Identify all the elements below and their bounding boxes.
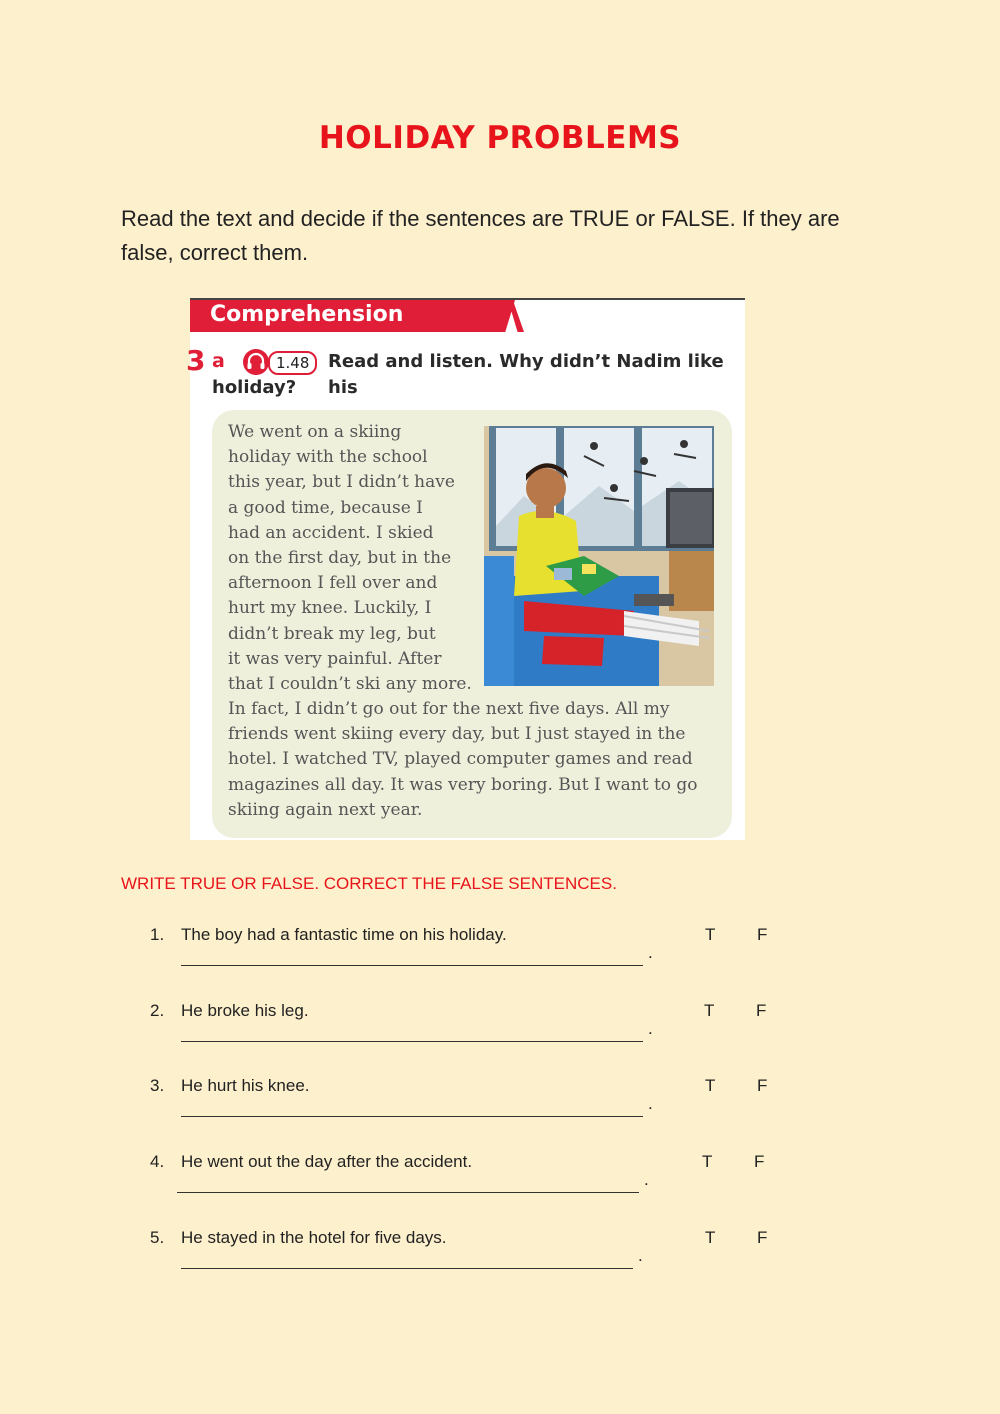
reading-text-full xyxy=(228,697,728,823)
exercise-heading: WRITE TRUE OR FALSE. CORRECT THE FALSE SENTENCES. xyxy=(121,874,617,893)
answer-line[interactable] xyxy=(177,1192,639,1193)
false-option[interactable]: F xyxy=(754,1152,765,1171)
question-number: 1. xyxy=(150,925,165,944)
answer-line[interactable] xyxy=(181,1116,643,1117)
reading-line: friends went skiing every day, but I just stayed in the xyxy=(228,724,686,745)
false-option[interactable]: F xyxy=(756,1001,767,1020)
answer-line[interactable] xyxy=(181,965,643,966)
question-number: 3. xyxy=(150,1076,165,1095)
banner-tip xyxy=(508,300,524,332)
reading-line: on the first day, but in the xyxy=(228,548,452,569)
true-option[interactable]: T xyxy=(705,1228,716,1247)
section-title: Comprehension xyxy=(210,302,404,327)
question-row xyxy=(0,1152,1000,1212)
exercise-question-continued: holiday? xyxy=(212,377,297,398)
reading-line: it was very painful. After xyxy=(228,648,442,669)
answer-line-end: . xyxy=(648,1094,653,1113)
textbook-panel xyxy=(186,298,745,840)
true-option[interactable]: T xyxy=(705,1076,716,1095)
reading-line: had an accident. I skied xyxy=(228,522,434,543)
question-text: He stayed in the hotel for five days. xyxy=(181,1228,447,1247)
reading-line: We went on a skiing xyxy=(228,422,402,442)
question-text: The boy had a fantastic time on his holiday. xyxy=(181,925,507,944)
answer-line[interactable] xyxy=(181,1268,633,1269)
reading-line: this year, but I didn’t have xyxy=(228,472,455,493)
question-row xyxy=(0,1001,1000,1061)
reading-line: afternoon I fell over and xyxy=(228,573,438,594)
answer-line-end: . xyxy=(644,1170,649,1189)
answer-line[interactable] xyxy=(181,1041,643,1042)
answer-line-end: . xyxy=(648,943,653,962)
reading-line: skiing again next year. xyxy=(228,799,423,820)
reading-line: hotel. I watched TV, played computer games and read xyxy=(228,749,693,770)
question-number: 4. xyxy=(150,1152,165,1171)
reading-line: hurt my knee. Luckily, I xyxy=(228,598,432,619)
reading-line: that I couldn’t ski any more. xyxy=(228,674,472,695)
question-text: He hurt his knee. xyxy=(181,1076,310,1095)
instructions: Read the text and decide if the sentences are TRUE or FALSE. If they are false, correct them. xyxy=(121,206,840,265)
reading-text-column xyxy=(228,420,478,697)
question-number: 5. xyxy=(150,1228,165,1247)
exercise-question: Read and listen. Why didn’t Nadim like his xyxy=(328,351,724,398)
question-text: He went out the day after the accident. xyxy=(181,1152,473,1171)
true-option[interactable]: T xyxy=(704,1001,715,1020)
boy-with-bandaged-knee-illustration xyxy=(484,426,714,686)
exercise-number: 3 xyxy=(186,344,206,377)
true-option[interactable]: T xyxy=(705,925,716,944)
question-row xyxy=(0,925,1000,985)
reading-line: holiday with the school xyxy=(228,447,428,468)
exercise-letter: a xyxy=(212,350,225,372)
true-option[interactable]: T xyxy=(702,1152,713,1171)
question-row xyxy=(0,1076,1000,1136)
false-option[interactable]: F xyxy=(757,1228,768,1247)
reading-line: In fact, I didn’t go out for the next five days. All my xyxy=(228,699,670,719)
reading-line: magazines all day. It was very boring. But I want to go xyxy=(228,774,698,795)
answer-line-end: . xyxy=(638,1246,643,1265)
answer-line-end: . xyxy=(648,1019,653,1038)
question-text: He broke his leg. xyxy=(181,1001,309,1020)
question-row xyxy=(0,1228,1000,1288)
reading-line: didn’t break my leg, but xyxy=(228,623,436,644)
false-option[interactable]: F xyxy=(757,1076,768,1095)
reading-line: a good time, because I xyxy=(228,497,423,518)
page-title: HOLIDAY PROBLEMS xyxy=(318,120,682,156)
question-number: 2. xyxy=(150,1001,165,1020)
audio-track-number: 1.48 xyxy=(268,351,317,375)
headphones-icon xyxy=(242,348,270,376)
false-option[interactable]: F xyxy=(757,925,768,944)
